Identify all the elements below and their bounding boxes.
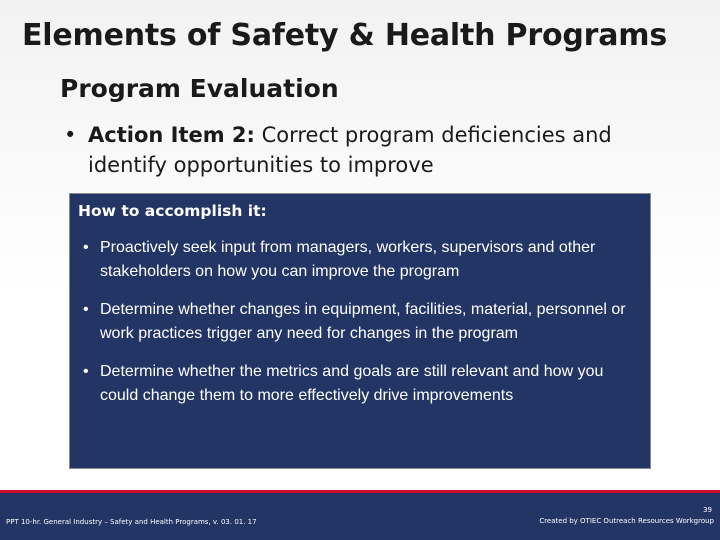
box-list [78,236,644,422]
action-item-label: Action Item 2: [88,123,255,147]
list-item [78,236,644,284]
bullet-icon: • [83,363,89,380]
footer-credit-text: Created by OTIEC Outreach Resources Workgroup [539,517,714,525]
action-item-bullet [64,120,664,180]
list-item [78,298,644,346]
list-item [78,360,644,408]
bullet-icon: • [83,239,89,256]
list-item-text: Determine whether changes in equipment, facilities, material, personnel or work practices trigger any need for changes in the program [100,301,626,342]
page-number: 39 [703,506,712,514]
slide-title: Elements of Safety & Health Programs [22,18,667,53]
action-item-description: Correct program deficiencies and identify opportunities to improve [88,123,612,177]
bullet-icon: • [83,301,89,318]
action-item-text [88,120,664,180]
box-heading: How to accomplish it: [78,202,267,220]
bullet-icon: • [64,123,77,147]
list-item-text: Proactively seek input from managers, workers, supervisors and other stakeholders on how you can improve the program [100,239,596,280]
how-to-box [69,193,651,469]
footer-course-text: PPT 10-hr. General Industry – Safety and Health Programs, v. 03. 01. 17 [6,518,257,526]
section-subtitle: Program Evaluation [60,74,339,103]
footer-bar [0,490,720,540]
list-item-text: Determine whether the metrics and goals are still relevant and how you could change them to more effectively drive improvements [100,363,604,404]
footer-accent-line [0,490,720,493]
